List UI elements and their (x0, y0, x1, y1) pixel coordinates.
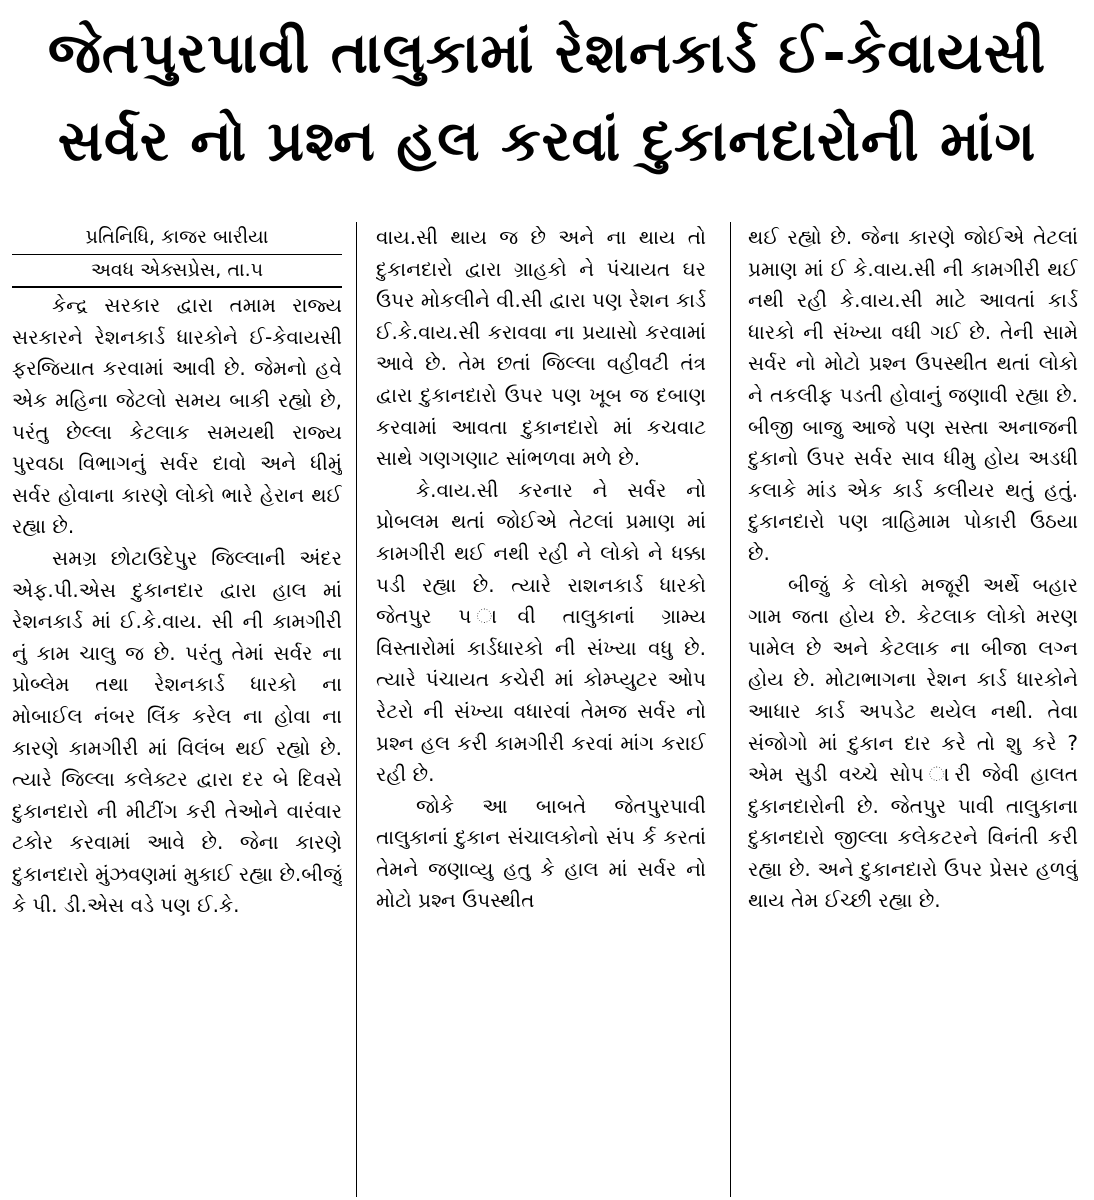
headline (10, 10, 1084, 186)
dateline: અવધ એક્સપ્રેસ, તા.૫ (12, 255, 342, 289)
article-column-3 (748, 222, 1078, 1197)
article-column-1 (12, 222, 342, 1197)
column-divider (356, 222, 357, 1197)
headline-line-2: સર્વર નો પ્રશ્ન હલ કરવાં દુકાનદારોની માંગ (57, 109, 1037, 174)
headline-line-1: જેતપુરપાવી તાલુકામાં રેશનકાર્ડ ઈ-કેવાયસી (47, 21, 1047, 86)
article-column-2 (376, 222, 706, 1197)
paragraph: બીજું કે લોકો મજૂરી અર્થે બહાર ગામ જતા હોય છે. કેટલાક લોકો મરણ પામેલ છે અને કેટલાક ના બીજા લગ્ન હોય છે. મોટાભાગના રેશન કાર્ડ ધારકોને આધાર કાર્ડ અપડેટ થયેલ નથી. તેવા સંજોગો માં દુકાન દાર કરે તો શુ કરે ? એમ સુડી વચ્ચે સોપ ારી જેવી હાલત દુકાનદારોની છે. જેતપુર પાવી તાલુકાના દુકાનદારો જીલ્લા કલેકટરને વિનંતી કરી રહ્યા છે. અને દુકાનદારો ઉપર પ્રેસર હળવું થાય તેમ ઈચ્છી રહ્યા છે. (748, 572, 1078, 913)
paragraph: સમગ્ર છોટાઉદેપુર જિલ્લાની અંદર એફ.પી.એસ દુકાનદાર દ્વારા હાલ માં રેશનકાર્ડ માં ઈ.કે.વાય. સી ની કામગીરી નું કામ ચાલુ જ છે. પરંતુ તેમાં સર્વર ના પ્રોબ્લેમ તથા રેશનકાર્ડ ધારકો ના મોબાઈલ નંબર લિંક કરેલ ના હોવા ના કારણે કામગીરી માં વિલંબ થઈ રહ્યો છે. ત્યારે જિલ્લા કલેક્ટર દ્વારા દર બે દિવસે દુકાનદારો ની મીટીંગ કરી તેઓને વારંવાર ટકોર કરવામાં આવે છે. જેના કારણે દુકાનદારો મુંઝવણમાં મુકાઈ રહ્યા છે.બીજું કે પી. ડી.એસ વડે પણ ઈ.કે. (12, 545, 342, 918)
paragraph: વાય.સી થાય જ છે અને ના થાય તો દુકાનદારો દ્વારા ગ્રાહકો ને પંચાયત ઘર ઉપર મોકલીને વી.સી દ્વારા પણ રેશન કાર્ડ ઈ.કે.વાય.સી કરાવવા ના પ્રયાસો કરવામાં આવે છે. તેમ છતાં જિલ્લા વહીવટી તંત્ર દ્વારા દુકાનદારો ઉપર પણ ખૂબ જ દબાણ કરવામાં આવતા દુકાનદારો માં કચવાટ સાથે ગણગણાટ સાંભળવા મળે છે. (376, 225, 706, 471)
paragraph: કે.વાય.સી કરનાર ને સર્વર નો પ્રોબલમ થતાં જોઈએ તેટલાં પ્રમાણ માં કામગીરી થઈ નથી રહી ને લોકો ને ધક્કા પડી રહ્યા છે. ત્યારે રાશનકાર્ડ ધારકો જેતપુર પ ાવી તાલુકાનાં ગ્રામ્ય વિસ્તારોમાં કાર્ડધારકો ની સંખ્યા વધુ છે. ત્યારે પંચાયત કચેરી માં કોમ્પ્યુટર ઓપ રેટરો ની સંખ્યા વધારવાં તેમજ સર્વર નો પ્રશ્ન હલ કરી કામગીરી કરવાં માંગ કરાઈ રહી છે. (376, 477, 706, 787)
paragraph: કેન્દ્ર સરકાર દ્વારા તમામ રાજ્ય સરકારને રેશનકાર્ડ ધારકોને ઈ-કેવાયસી ફરજિયાત કરવામાં આવી છે. જેમનો હવે એક મહિના જેટલો સમય બાકી રહ્યો છે, પરંતુ છેલ્લા કેટલાક સમયથી રાજ્ય પુરવઠા વિભાગનું સર્વર દાવો અને ધીમું સર્વર હોવાના કારણે લોકો ભારે હેરાન થઈ રહ્યા છે. (12, 293, 342, 539)
column-divider (730, 222, 731, 1197)
paragraph: જોકે આ બાબતે જેતપુરપાવી તાલુકાનાં દુકાન સંચાલકોનો સંપ ર્ક કરતાં તેમને જણાવ્યુ હતુ કે હાલ માં સર્વર નો મોટો પ્રશ્ન ઉપસ્થીત (376, 793, 706, 913)
paragraph: થઈ રહ્યો છે. જેના કારણે જોઈએ તેટલાં પ્રમાણ માં ઈ કે.વાય.સી ની કામગીરી થઈ નથી રહી કે.વાય.સી માટે આવતાં કાર્ડ ધારકો ની સંખ્યા વધી ગઈ છે. તેની સામે સર્વર નો મોટો પ્રશ્ન ઉપસ્થીત થતાં લોકો ને તકલીફ પડતી હોવાનું જણાવી રહ્યા છે. બીજી બાજુ આજે પણ સસ્તા અનાજની દુકાનો ઉપર સર્વર સાવ ધીમુ હોય અડધી કલાકે માંડ એક કાર્ડ કલીયર થતું હતું. દુકાનદારો પણ ત્રાહિમામ પોકારી ઉઠયા છે. (748, 225, 1078, 565)
byline: પ્રતિનિધિ, કાજર બારીયા (12, 222, 342, 255)
